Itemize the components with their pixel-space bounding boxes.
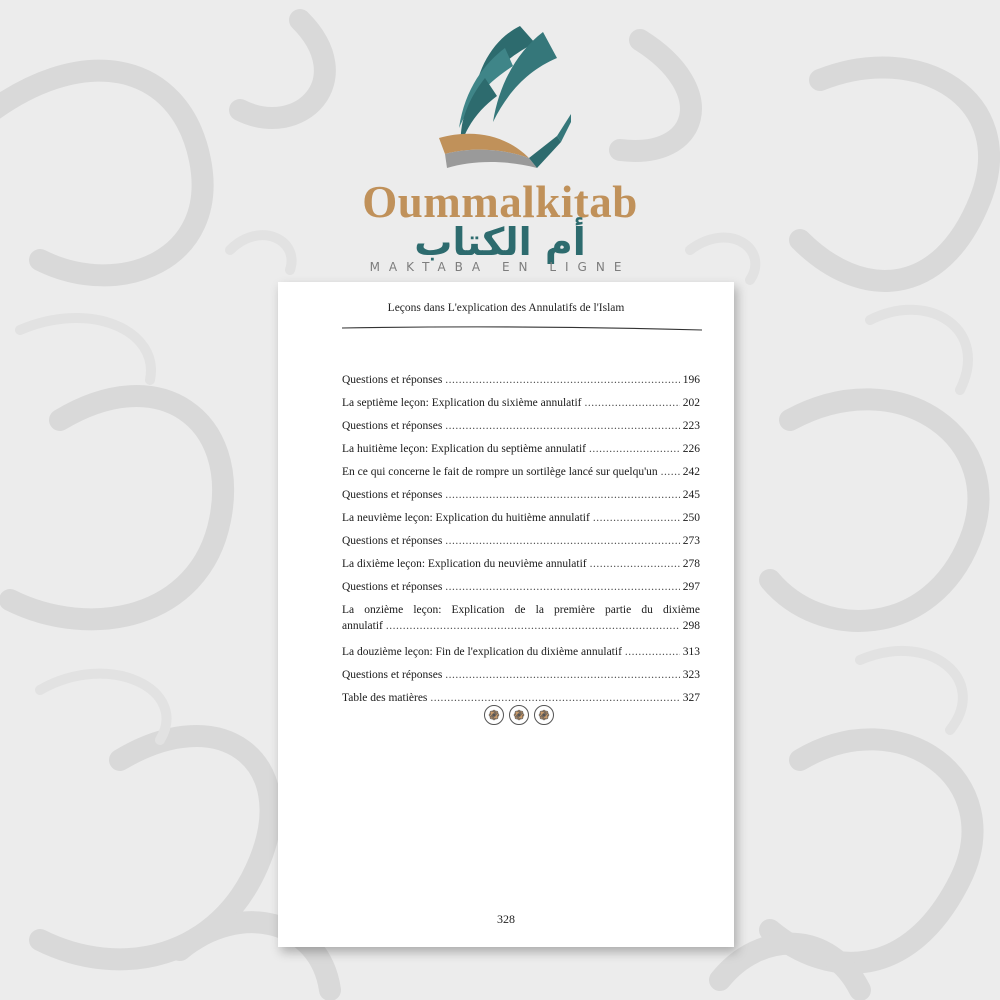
toc-entry-label-word: onzième: [364, 604, 404, 616]
book-page: [278, 282, 734, 947]
toc-entry: [342, 558, 700, 581]
toc-entry-label-word: du: [641, 604, 653, 616]
toc-dot-leader: [593, 512, 680, 524]
toc-dot-leader: [445, 581, 679, 593]
quill-book-logo-icon: [425, 18, 575, 183]
toc-entry-page: 242: [682, 466, 700, 478]
brand-tagline: MAKTABA EN LIGNE: [369, 260, 631, 274]
toc-entry-page: 196: [682, 374, 700, 386]
toc-dot-leader: [585, 397, 680, 409]
toc-entry: [342, 443, 700, 466]
toc-entry-label: En ce qui concerne le fait de rompre un sortilège lancé sur quelqu'un: [342, 466, 658, 478]
toc-entry-label-line2: [342, 620, 700, 640]
toc-dot-leader: [625, 646, 680, 658]
toc-entry-label: Questions et réponses: [342, 420, 443, 432]
toc-entry: [342, 466, 700, 489]
header-rule: [342, 324, 702, 332]
toc-entry: [342, 489, 700, 512]
toc-entry: [342, 604, 700, 646]
toc-dot-leader: [386, 620, 680, 632]
toc-entry: [342, 669, 700, 692]
toc-entry-label: Table des matières: [342, 692, 428, 704]
toc-entry-label-word: de: [514, 604, 526, 616]
table-of-contents: [342, 374, 700, 715]
brand-logo: [0, 0, 1000, 280]
page-number: 328: [497, 912, 515, 926]
toc-entry-label: Questions et réponses: [342, 535, 443, 547]
toc-entry: [342, 646, 700, 669]
ornament-divider: [481, 702, 557, 728]
toc-entry: [342, 397, 700, 420]
toc-entry-label: Questions et réponses: [342, 489, 443, 501]
toc-dot-leader: [445, 374, 679, 386]
toc-entry-page: 202: [682, 397, 700, 409]
toc-entry-page: 298: [682, 620, 700, 632]
toc-entry: [342, 512, 700, 535]
toc-dot-leader: [590, 558, 680, 570]
flower-icon: [510, 706, 529, 725]
toc-dot-leader: [445, 669, 679, 681]
toc-entry-label-word: partie: [605, 604, 632, 616]
toc-entry-page: 273: [682, 535, 700, 547]
toc-entry-label: La neuvième leçon: Explication du huitième annulatif: [342, 512, 590, 524]
toc-entry-label: La dixième leçon: Explication du neuvième annulatif: [342, 558, 587, 570]
toc-entry-label: La huitième leçon: Explication du septième annulatif: [342, 443, 586, 455]
flower-icon: [535, 706, 554, 725]
toc-entry-label: Questions et réponses: [342, 581, 443, 593]
toc-entry: [342, 374, 700, 397]
toc-entry-page: 327: [682, 692, 700, 704]
toc-dot-leader: [589, 443, 680, 455]
toc-dot-leader: [445, 420, 679, 432]
toc-entry-label: La douzième leçon: Fin de l'explication du dixième annulatif: [342, 646, 622, 658]
toc-dot-leader: [445, 535, 679, 547]
brand-name-arabic: أم الكتاب: [414, 220, 586, 264]
toc-entry-label-line1: [342, 604, 700, 620]
toc-entry-page: 223: [682, 420, 700, 432]
flower-icon: [485, 706, 504, 725]
toc-entry-label-word: dixième: [662, 604, 700, 616]
toc-entry-label: Questions et réponses: [342, 374, 443, 386]
toc-entry-page: 250: [682, 512, 700, 524]
toc-entry-label-word: leçon:: [413, 604, 442, 616]
toc-entry: [342, 581, 700, 604]
running-header: Leçons dans L'explication des Annulatifs de l'Islam: [387, 302, 625, 314]
toc-entry-page: 278: [682, 558, 700, 570]
toc-entry-page: 297: [682, 581, 700, 593]
toc-entry-page: 323: [682, 669, 700, 681]
brand-name-latin: Oummalkitab: [362, 177, 638, 227]
toc-dot-leader: [445, 489, 679, 501]
toc-entry-page: 226: [682, 443, 700, 455]
toc-entry-label-word: Explication: [451, 604, 505, 616]
toc-entry-label: La septième leçon: Explication du sixième annulatif: [342, 397, 582, 409]
toc-entry-label-word: La: [342, 604, 355, 616]
toc-entry-label-word: première: [554, 604, 595, 616]
toc-entry-label: annulatif: [342, 620, 383, 632]
toc-entry-page: 313: [682, 646, 700, 658]
toc-entry-page: 245: [682, 489, 700, 501]
toc-entry-label: Questions et réponses: [342, 669, 443, 681]
toc-entry-label-word: la: [535, 604, 544, 616]
toc-entry: [342, 420, 700, 443]
toc-entry: [342, 535, 700, 558]
toc-dot-leader: [661, 466, 680, 478]
